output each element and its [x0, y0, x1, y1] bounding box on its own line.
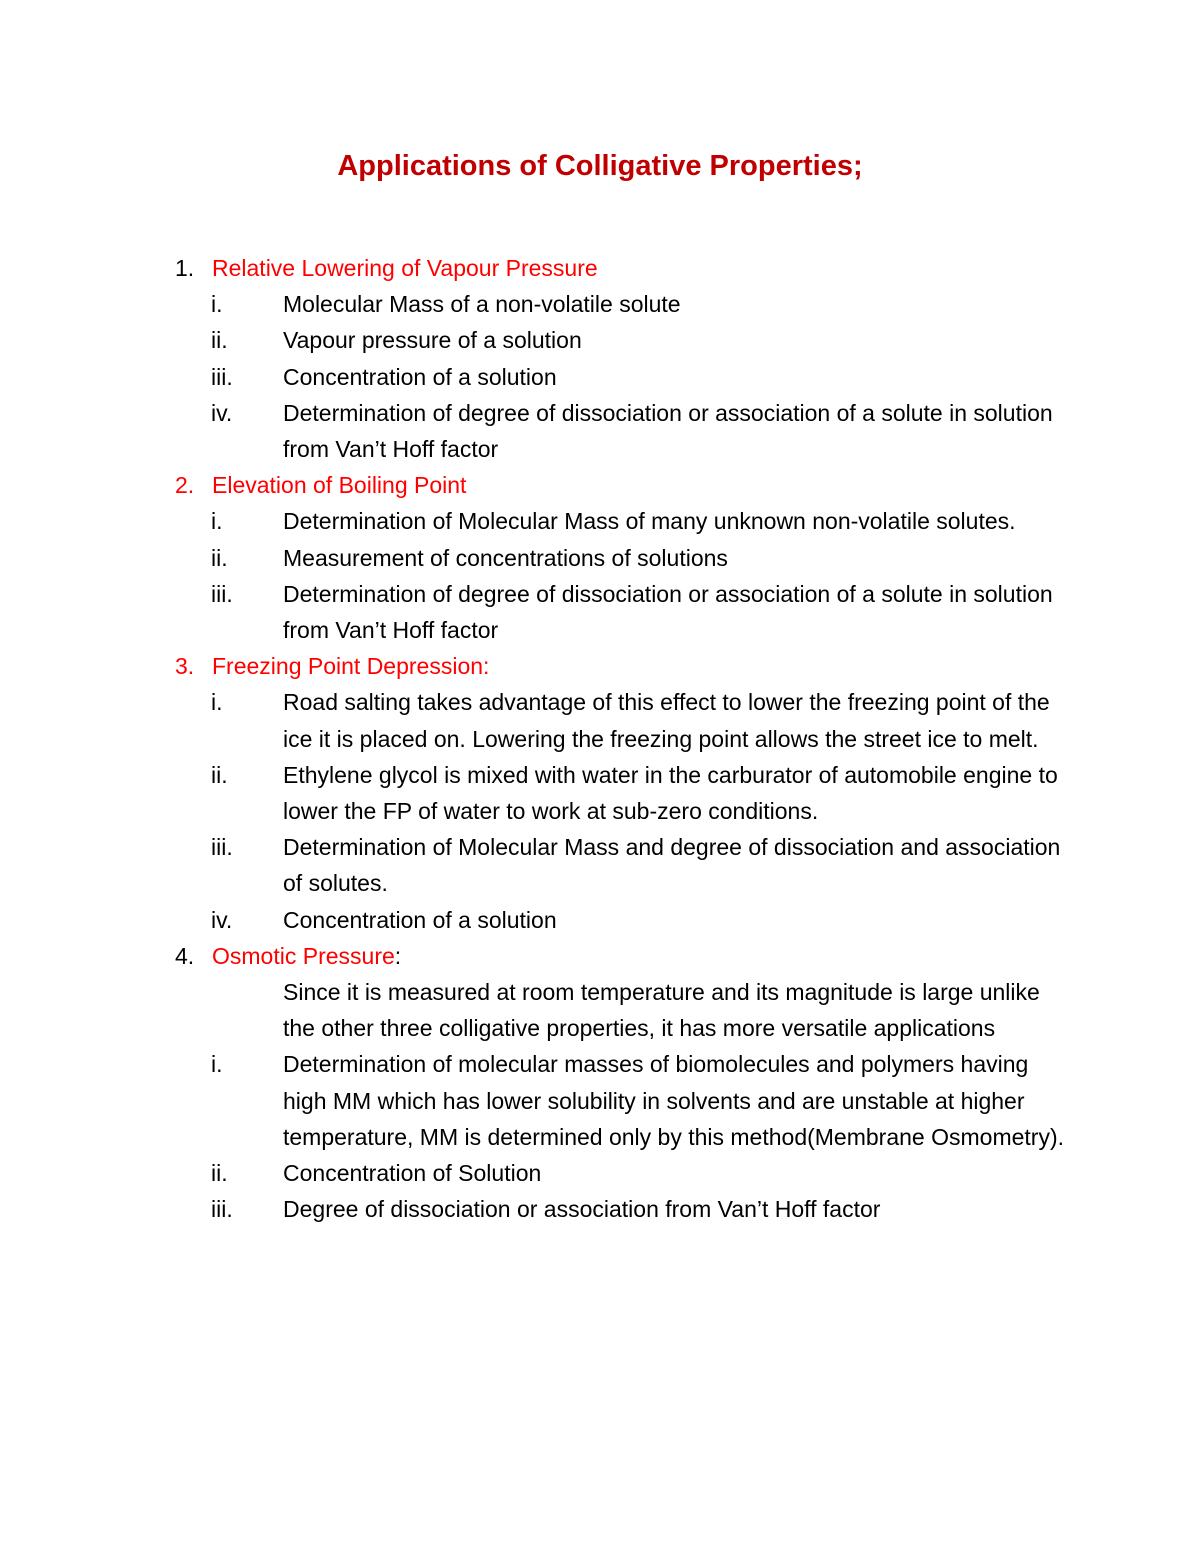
list-item — [175, 576, 1075, 648]
list-item — [175, 902, 1075, 938]
section-number: 2. — [175, 472, 195, 499]
item-numeral: iv. — [211, 399, 233, 426]
item-text: Molecular Mass of a non-volatile solute — [283, 291, 681, 318]
section-title: Relative Lowering of Vapour Pressure — [212, 255, 598, 281]
section-heading — [175, 467, 1075, 503]
item-text: Concentration of a solution — [283, 363, 557, 390]
list-item — [175, 757, 1075, 829]
item-numeral: ii. — [211, 1160, 228, 1187]
item-text: Degree of dissociation or association from Van’t Hoff factor — [283, 1196, 881, 1223]
item-text: Concentration of a solution — [283, 906, 557, 933]
item-text: Determination of Molecular Mass of many unknown non-volatile solutes. — [283, 508, 1016, 535]
list-item — [175, 829, 1075, 901]
item-numeral: iii. — [211, 1196, 233, 1223]
item-text: Determination of molecular masses of biomolecules and polymers having high MM which has lower solubility in solvents and are unstable at higher temperature, MM is determined only by this method(Membrane Osmometry). — [283, 1051, 1064, 1150]
section-heading — [175, 938, 1075, 974]
item-numeral: iii. — [211, 834, 233, 861]
item-numeral: iv. — [211, 906, 233, 933]
list-item — [175, 1046, 1075, 1155]
list-item — [175, 540, 1075, 576]
list-item — [175, 395, 1075, 467]
item-text: Road salting takes advantage of this effect to lower the freezing point of the ice it is placed on. Lowering the freezing point allows the street ice to melt. — [283, 689, 1050, 752]
page-title: Applications of Colligative Properties; — [337, 150, 863, 182]
section-heading — [175, 648, 1075, 684]
item-text: Ethylene glycol is mixed with water in the carburator of automobile engine to lower the FP of water to work at sub-zero conditions. — [283, 761, 1058, 825]
item-numeral: iii. — [211, 363, 233, 390]
list-item — [175, 503, 1075, 539]
item-numeral: i. — [211, 1051, 223, 1078]
item-numeral: i. — [211, 291, 223, 318]
section-title: Freezing Point Depression: — [212, 653, 490, 680]
item-text: Determination of degree of dissociation or association of a solute in solution from Van’t Hoff factor — [283, 580, 1053, 644]
section-title-suffix: : — [394, 942, 402, 969]
section-heading — [175, 250, 1075, 286]
section-number: 1. — [175, 255, 195, 281]
list-item — [175, 684, 1075, 756]
item-text: Vapour pressure of a solution — [283, 327, 582, 354]
item-numeral: ii. — [211, 544, 228, 571]
section-note: Since it is measured at room temperature and its magnitude is large unlike the other three colligative properties, it has more versatile applications — [283, 979, 1040, 1042]
list-item — [175, 286, 1075, 322]
item-numeral: iii. — [211, 580, 233, 607]
section-osmotic-pressure — [175, 938, 1075, 1228]
section-boiling-point — [175, 467, 1075, 648]
section-freezing-point — [175, 648, 1075, 938]
list-item — [175, 1155, 1075, 1191]
applications-list — [175, 250, 1075, 1227]
item-text: Concentration of Solution — [283, 1160, 542, 1187]
item-text: Measurement of concentrations of solutions — [283, 544, 728, 571]
section-number: 4. — [175, 942, 195, 969]
item-text: Determination of degree of dissociation or association of a solute in solution from Van’t Hoff factor — [283, 399, 1053, 463]
section-number: 3. — [175, 653, 195, 680]
list-item — [175, 322, 1075, 358]
section-relative-lowering — [175, 250, 1075, 467]
item-numeral: i. — [211, 508, 223, 535]
item-numeral: i. — [211, 689, 223, 716]
section-title: Elevation of Boiling Point — [212, 472, 467, 499]
list-item — [175, 359, 1075, 395]
item-numeral: ii. — [211, 761, 228, 788]
item-numeral: ii. — [211, 327, 228, 354]
section-title: Osmotic Pressure — [212, 942, 395, 969]
item-text: Determination of Molecular Mass and degree of dissociation and association of solutes. — [283, 834, 1061, 897]
list-item — [175, 1191, 1075, 1227]
